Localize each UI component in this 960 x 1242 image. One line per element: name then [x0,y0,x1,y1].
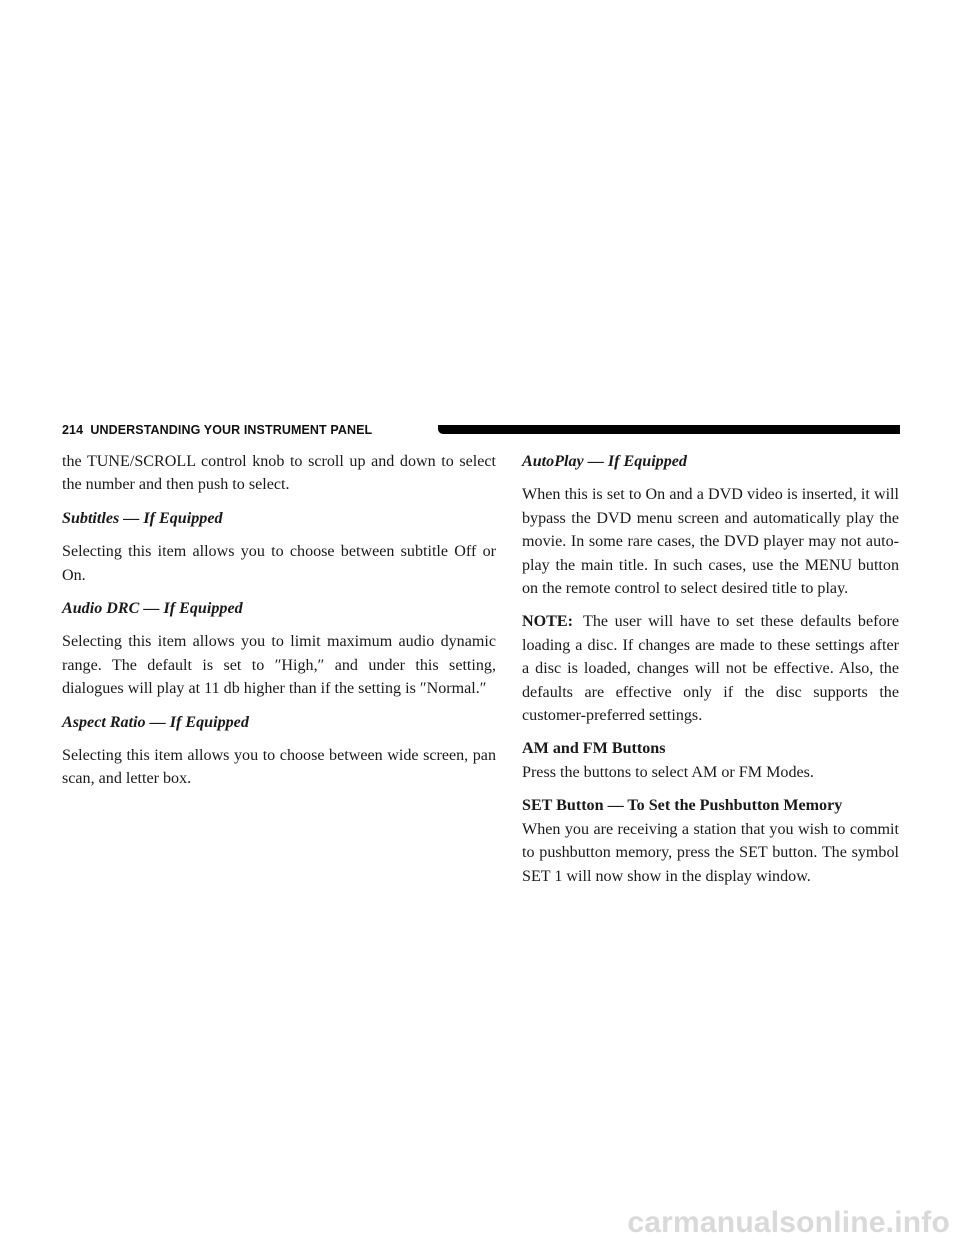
audio-drc-heading: Audio DRC — If Equipped [62,600,243,618]
audio-drc-paragraph: Selecting this item allows you to limit maximum audio dynamic range. The default is set to ″High,″ and under this setting, dialogues will play at 11 db higher than if the setting is ″Normal.″ [62,633,496,698]
autoplay-paragraph: When this is set to On and a DVD video is inserted, it will bypass the DVD menu screen and automatically play the movie. In some rare cases, the DVD player may not auto-play the main title. In such cases, use the MENU button on the remote control to select desired title to play. [522,486,899,598]
autoplay-heading: AutoPlay — If Equipped [522,453,687,470]
set-button-paragraph: When you are receiving a station that you wish to commit to pushbutton memory, press the SET button. The symbol SET 1 will now show in the display window. [522,820,899,885]
watermark: carmanualsonline.info [627,1206,950,1239]
set-button-heading: SET Button — To Set the Pushbutton Memory [522,797,843,815]
left-column [62,450,496,801]
section-title: UNDERSTANDING YOUR INSTRUMENT PANEL [90,423,373,437]
note-paragraph [522,610,899,727]
note-label: NOTE: [522,613,573,631]
subtitles-paragraph: Selecting this item allows you to choose between subtitle Off or On. [62,543,496,584]
continuation-paragraph: the TUNE/SCROLL control knob to scroll up and down to select the number and then push to select. [62,453,496,494]
aspect-ratio-heading: Aspect Ratio — If Equipped [62,713,249,731]
am-fm-paragraph: Press the buttons to select AM or FM Modes. [522,763,814,781]
page-header [62,422,900,438]
page-number: 214 [62,423,84,437]
aspect-ratio-paragraph: Selecting this item allows you to choose between wide screen, pan scan, and letter box. [62,747,496,788]
right-column [522,450,899,898]
page-header-text [62,422,372,438]
header-rule [438,425,900,434]
am-fm-heading: AM and FM Buttons [522,740,666,758]
note-text: The user will have to set these defaults before loading a disc. If changes are made to these settings after a disc is loaded, changes will not be effective. Also, the defaults are effective only if the disc supports the customer-preferred settings. [522,613,899,725]
subtitles-heading: Subtitles — If Equipped [62,509,223,527]
